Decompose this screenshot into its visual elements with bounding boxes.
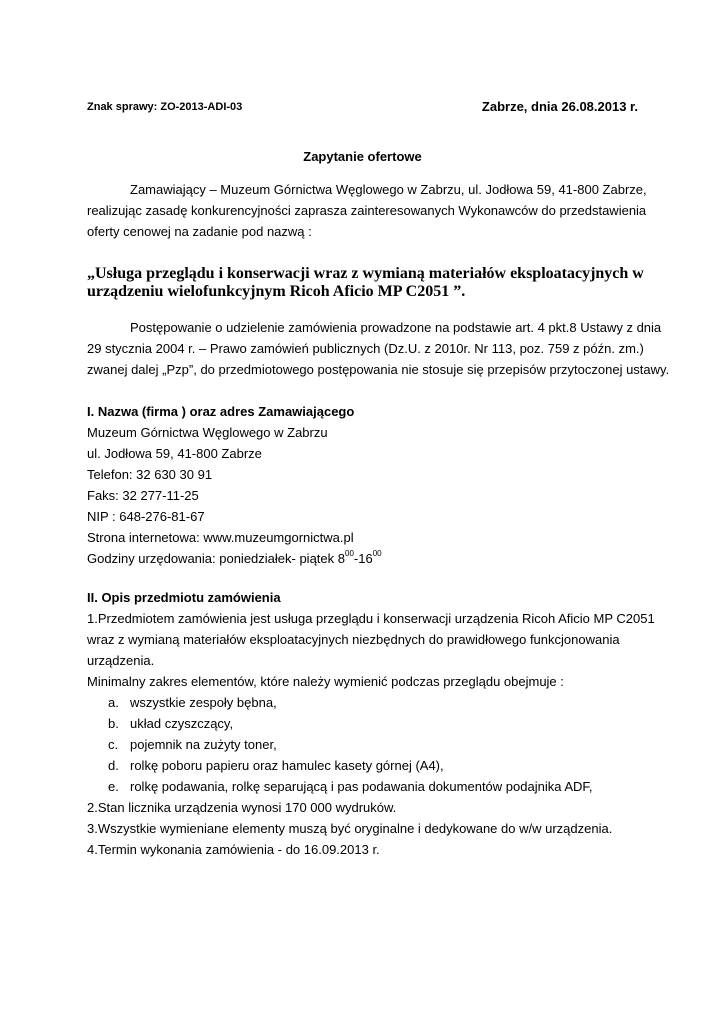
hours-dash: -16	[353, 551, 373, 566]
office-hours-label: Godziny urzędowania: poniedziałek- piątek 8	[87, 551, 345, 566]
authority-nip: NIP : 648-276-81-67	[87, 509, 205, 524]
office-hours	[87, 548, 638, 569]
scope-intro: Minimalny zakres elementów, które należy wymienić podczas przeglądu obejmuje :	[87, 674, 564, 689]
list-item	[87, 713, 638, 734]
subject-line: urządzeniu wielofunkcyjnym Ricoh Aficio MP C2051 ”.	[87, 283, 466, 300]
meter-reading: 2.Stan licznika urządzenia wynosi 170 000 wydruków.	[87, 800, 397, 815]
list-item	[87, 776, 638, 797]
list-marker: b.	[108, 716, 119, 731]
subject-line: „Usługa przeglądu i konserwacji wraz z wymianą materiałów eksploatacyjnych w	[87, 265, 644, 282]
document-title: Zapytanie ofertowe	[303, 149, 422, 164]
intro-line: realizując zasadę konkurencyjności zaprasza zainteresowanych Wykonawców do przedstawienia	[87, 203, 647, 218]
authority-phone: Telefon: 32 630 30 91	[87, 467, 213, 482]
list-item-text: rolkę podawania, rolkę separującą i pas podawania dokumentów podajnika ADF,	[130, 779, 593, 794]
authority-name: Muzeum Górnictwa Węglowego w Zabrzu	[87, 425, 328, 440]
list-marker: d.	[108, 758, 119, 773]
list-item-text: wszystkie zespoły bębna,	[130, 695, 277, 710]
hours-end-sup: 00	[372, 549, 382, 558]
procedure-paragraph	[87, 317, 670, 380]
place-and-date: Zabrze, dnia 26.08.2013 r.	[481, 99, 638, 114]
authority-address: ul. Jodłowa 59, 41-800 Zabrze	[87, 446, 262, 461]
procedure-line: 29 stycznia 2004 r. – Prawo zamówień publicznych (Dz.U. z 2010r. Nr 113, poz. 759 z późn. zm.)	[87, 341, 644, 356]
completion-deadline: 4.Termin wykonania zamówienia - do 16.09.2013 r.	[87, 842, 380, 857]
intro-line: Zamawiający – Muzeum Górnictwa Węglowego w Zabrzu, ul. Jodłowa 59, 41-800 Zabrze,	[130, 182, 647, 197]
original-parts-requirement: 3.Wszystkie wymieniane elementy muszą być oryginalne i dedykowane do w/w urządzenia.	[87, 821, 613, 836]
section-contracting-authority	[87, 401, 638, 569]
authority-website: Strona internetowa: www.muzeumgornictwa.pl	[87, 530, 354, 545]
list-item-text: rolkę poboru papieru oraz hamulec kasety górnej (A4),	[130, 758, 444, 773]
intro-paragraph	[87, 179, 647, 242]
section-heading: II. Opis przedmiotu zamówienia	[87, 590, 281, 605]
scope-list	[87, 692, 638, 797]
list-item	[87, 692, 638, 713]
procedure-line: zwanej dalej „Pzp”, do przedmiotowego postępowania nie stosuje się przepisów przytoczonej ustawy.	[87, 362, 670, 377]
list-item	[87, 755, 638, 776]
list-item	[87, 734, 638, 755]
authority-fax: Faks: 32 277-11-25	[87, 488, 199, 503]
procedure-line: Postępowanie o udzielenie zamówienia prowadzone na podstawie art. 4 pkt.8 Ustawy z dnia	[130, 320, 662, 335]
description-line: wraz z wymianą materiałów eksploatacyjnych niezbędnych do prawidłowego funkcjonowania	[87, 632, 620, 647]
list-marker: a.	[108, 695, 119, 710]
list-marker: c.	[108, 737, 119, 752]
intro-line: oferty cenowej na zadanie pod nazwą :	[87, 224, 312, 239]
list-item-text: pojemnik na zużyty toner,	[130, 737, 277, 752]
list-item-text: układ czyszczący,	[130, 716, 234, 731]
section-subject-description	[87, 587, 655, 860]
description-line: 1.Przedmiotem zamówienia jest usługa przeglądu i konserwacji urządzenia Ricoh Aficio MP C2051	[87, 611, 655, 626]
hours-start-sup: 00	[345, 549, 354, 558]
contract-subject	[87, 265, 644, 301]
list-marker: e.	[108, 779, 119, 794]
description-line: urządzenia.	[87, 653, 155, 668]
section-heading: I. Nazwa (firma ) oraz adres Zamawiającego	[87, 404, 355, 419]
case-reference: Znak sprawy: ZO-2013-ADI-03	[87, 101, 243, 113]
